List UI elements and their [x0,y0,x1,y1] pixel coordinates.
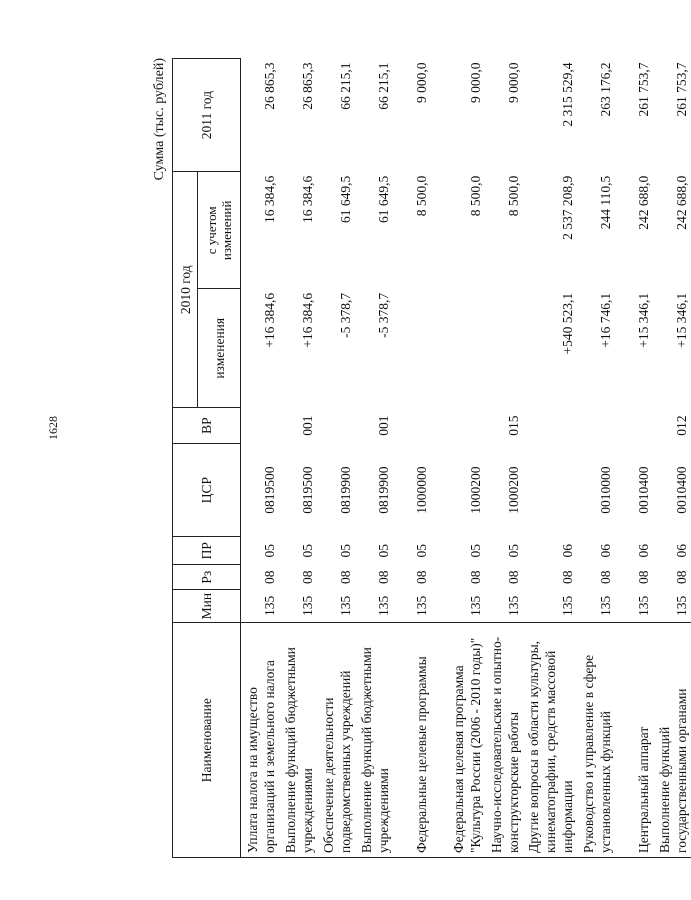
table-row [279,59,317,858]
table-row [317,59,355,858]
cell-pr: 06 [560,544,575,558]
table-row [393,59,431,858]
cell-vr [615,408,653,444]
cell-vr: 015 [506,415,521,436]
cell-name: Выполнение функций бюджетными учреждениями [355,623,393,858]
cell-min: 135 [262,595,277,617]
header-with-changes: с учетом изменений [198,172,241,289]
cell-vr [393,408,431,444]
cell-csr: 0010000 [598,466,613,514]
rotated-page [152,58,689,858]
cell-changes: -5 378,7 [338,292,353,338]
cell-pr: 05 [414,544,429,558]
cell-min: 135 [376,595,391,617]
table-row [485,59,523,858]
table-header [173,59,241,858]
header-vr: ВР [173,408,241,444]
cell-with-changes: 242 688,0 [674,175,689,230]
cell-with-changes: 8 500,0 [468,175,483,217]
cell-rz: 08 [636,570,651,584]
header-csr: ЦСР [173,444,241,537]
cell-rz: 08 [300,570,315,584]
cell-rz: 08 [468,570,483,584]
table-row [615,59,653,858]
cell-rz: 08 [506,570,521,584]
cell-with-changes: 8 500,0 [506,175,521,217]
header-year-2010: 2010 год [173,172,198,408]
cell-changes: +15 346,1 [674,292,689,348]
cell-min: 135 [468,595,483,617]
cell-with-changes: 16 384,6 [300,175,315,224]
cell-with-changes: 242 688,0 [636,175,651,230]
cell-with-changes: 244 110,5 [598,175,613,230]
cell-changes [485,289,523,408]
cell-changes: -5 378,7 [376,292,391,338]
cell-2011: 26 865,3 [262,62,277,110]
cell-2011: 2 315 529,4 [560,62,575,127]
cell-pr: 05 [338,544,353,558]
cell-2011: 261 753,7 [674,62,689,117]
cell-rz: 08 [262,570,277,584]
header-rz: Рз [173,565,241,590]
cell-changes: +16 384,6 [262,292,277,348]
cell-changes: +540 523,1 [560,292,575,355]
cell-name: Выполнение функций государственными органами [653,623,691,858]
cell-csr: 0819500 [262,466,277,514]
cell-name: Уплата налога на имущество организаций и земельного налога [241,623,280,858]
table-row [523,59,577,858]
cell-name: Другие вопросы в области культуры, кинематографии, средств массовой информации [523,623,577,858]
cell-min: 135 [506,595,521,617]
cell-vr [241,408,280,444]
cell-name: Научно-исследовательские и опытно-конструкторские работы [485,623,523,858]
cell-csr: 0819500 [300,466,315,514]
cell-with-changes: 2 537 208,9 [560,175,575,240]
units-note: Сумма (тыс. рублей) [152,58,167,181]
cell-csr: 1000200 [468,466,483,514]
cell-changes [393,289,431,408]
cell-2011: 26 865,3 [300,62,315,110]
cell-pr: 05 [300,544,315,558]
cell-vr: 012 [674,415,689,436]
table-row [431,59,485,858]
cell-pr: 05 [262,544,277,558]
header-min: Мин [173,589,241,622]
cell-pr: 05 [468,544,483,558]
cell-csr: 0010400 [674,466,689,514]
cell-csr: 0819900 [338,466,353,514]
cell-vr [523,408,577,444]
header-name: Наименование [173,623,241,858]
cell-min: 135 [414,595,429,617]
cell-vr: 001 [376,415,391,436]
cell-rz: 08 [338,570,353,584]
cell-changes: +15 346,1 [636,292,651,348]
table-body [241,59,691,858]
header-pr: ПР [173,537,241,565]
cell-changes: +16 384,6 [300,292,315,348]
cell-csr [523,444,577,537]
page-number: 1628 [46,416,60,440]
table-row [577,59,615,858]
table-row [241,59,280,858]
cell-2011: 66 215,1 [376,62,391,110]
cell-2011: 66 215,1 [338,62,353,110]
cell-vr: 001 [300,415,315,436]
cell-min: 135 [598,595,613,617]
cell-rz: 08 [674,570,689,584]
cell-with-changes: 16 384,6 [262,175,277,224]
cell-changes [431,289,485,408]
cell-pr: 06 [636,544,651,558]
cell-min: 135 [560,595,575,617]
cell-with-changes: 61 649,5 [376,175,391,224]
cell-with-changes: 61 649,5 [338,175,353,224]
cell-2011: 261 753,7 [636,62,651,117]
cell-vr [317,408,355,444]
cell-name: Обеспечение деятельности подведомственных учреждений [317,623,355,858]
cell-vr [577,408,615,444]
cell-name: Руководство и управление в сфере установленных функций [577,623,615,858]
cell-rz: 08 [376,570,391,584]
cell-csr: 1000000 [414,466,429,514]
cell-rz: 08 [560,570,575,584]
cell-2011: 9 000,0 [468,62,483,103]
cell-pr: 06 [598,544,613,558]
cell-with-changes: 8 500,0 [414,175,429,217]
cell-csr: 0010400 [636,466,651,514]
cell-pr: 06 [674,544,689,558]
cell-pr: 05 [506,544,521,558]
cell-name: Федеральная целевая программа "Культура России (2006 - 2010 годы)" [431,623,485,858]
table-row [653,59,691,858]
cell-name: Центральный аппарат [615,623,653,858]
cell-csr: 0819900 [376,466,391,514]
cell-vr [431,408,485,444]
cell-min: 135 [300,595,315,617]
cell-pr: 05 [376,544,391,558]
cell-rz: 08 [414,570,429,584]
cell-min: 135 [636,595,651,617]
header-year-2011: 2011 год [173,59,241,172]
header-changes: изменения [198,289,241,408]
cell-2011: 263 176,2 [598,62,613,117]
cell-changes: +16 746,1 [598,292,613,348]
table-row [355,59,393,858]
cell-2011: 9 000,0 [414,62,429,103]
cell-csr: 1000200 [506,466,521,514]
budget-table [172,58,691,858]
cell-rz: 08 [598,570,613,584]
cell-min: 135 [338,595,353,617]
cell-min: 135 [674,595,689,617]
cell-name: Федеральные целевые программы [393,623,431,858]
cell-name: Выполнение функций бюджетными учреждениями [279,623,317,858]
cell-2011: 9 000,0 [506,62,521,103]
